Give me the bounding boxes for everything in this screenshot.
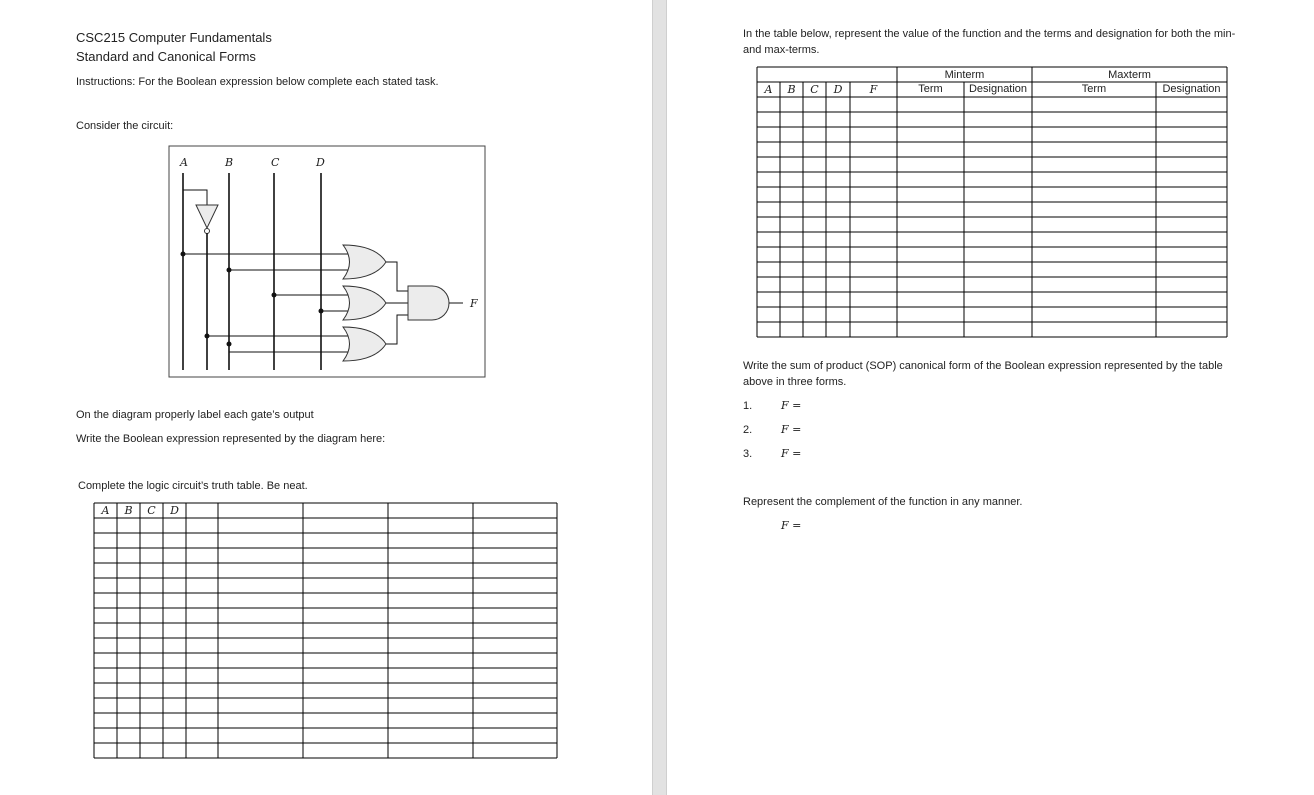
mm-table-header-8: Designation bbox=[1162, 83, 1221, 95]
minterm-group-header: Minterm bbox=[944, 69, 985, 81]
output-label-f: F bbox=[470, 297, 478, 310]
form-label-2: F = bbox=[781, 423, 802, 436]
truth-table-header-5 bbox=[218, 503, 303, 518]
doc-title: CSC215 Computer Fundamentals bbox=[76, 30, 272, 45]
complete-table-instruction: Complete the logic circuit’s truth table. Be neat. bbox=[78, 480, 308, 492]
instructions: Instructions: For the Boolean expression below complete each stated task. bbox=[76, 76, 439, 88]
input-label-d: D bbox=[316, 156, 325, 169]
mm-table-header-4: F bbox=[869, 83, 878, 96]
truth-table-header-2: C bbox=[147, 504, 156, 517]
form-number-3: 3. bbox=[743, 448, 753, 460]
form-number-1: 1. bbox=[743, 400, 753, 412]
mm-table-header-3: D bbox=[833, 83, 843, 96]
mm-table-header-5: Term bbox=[918, 83, 943, 95]
truth-table-header-6 bbox=[303, 503, 388, 518]
input-label-b: B bbox=[225, 156, 234, 169]
write-expression-instruction: Write the Boolean expression represented by the diagram here: bbox=[76, 433, 386, 445]
truth-table-header-1: B bbox=[124, 504, 133, 517]
page-gutter bbox=[652, 0, 667, 795]
consider-circuit: Consider the circuit: bbox=[76, 120, 174, 132]
table-intro-line2: and max-terms. bbox=[743, 44, 820, 56]
truth-table-header-7 bbox=[388, 503, 473, 518]
truth-table-header-0: A bbox=[101, 504, 110, 517]
sop-instruction-line2: above in three forms. bbox=[743, 376, 847, 388]
input-label-c: C bbox=[271, 156, 280, 169]
complement-label: F = bbox=[781, 519, 802, 532]
table-intro-line1: In the table below, represent the value of the function and the terms and designation for both the min- bbox=[743, 28, 1236, 40]
left-page bbox=[0, 0, 652, 795]
form-label-3: F = bbox=[781, 447, 802, 460]
maxterm-group-header: Maxterm bbox=[1108, 69, 1151, 81]
right-page bbox=[667, 0, 1314, 795]
mm-table-header-7: Term bbox=[1081, 83, 1107, 95]
form-label-1: F = bbox=[781, 399, 802, 412]
doc-subtitle: Standard and Canonical Forms bbox=[76, 49, 256, 64]
minterm-maxterm-table bbox=[667, 0, 1314, 795]
truth-table bbox=[0, 0, 652, 795]
complement-instruction: Represent the complement of the function in any manner. bbox=[743, 496, 1023, 508]
mm-table-header-1: B bbox=[787, 83, 796, 96]
truth-table-header-4 bbox=[186, 503, 218, 518]
label-outputs-instruction: On the diagram properly label each gate’s output bbox=[76, 409, 314, 421]
truth-table-header-3: D bbox=[170, 504, 179, 517]
input-label-a: A bbox=[180, 156, 188, 169]
mm-table-header-2: C bbox=[810, 83, 819, 96]
sop-instruction-line1: Write the sum of product (SOP) canonical form of the Boolean expression represented by the table bbox=[743, 360, 1223, 372]
truth-table-header-8 bbox=[473, 503, 557, 518]
mm-table-header-6: Designation bbox=[968, 83, 1028, 95]
form-number-2: 2. bbox=[743, 424, 753, 436]
mm-table-header-0: A bbox=[764, 83, 773, 96]
